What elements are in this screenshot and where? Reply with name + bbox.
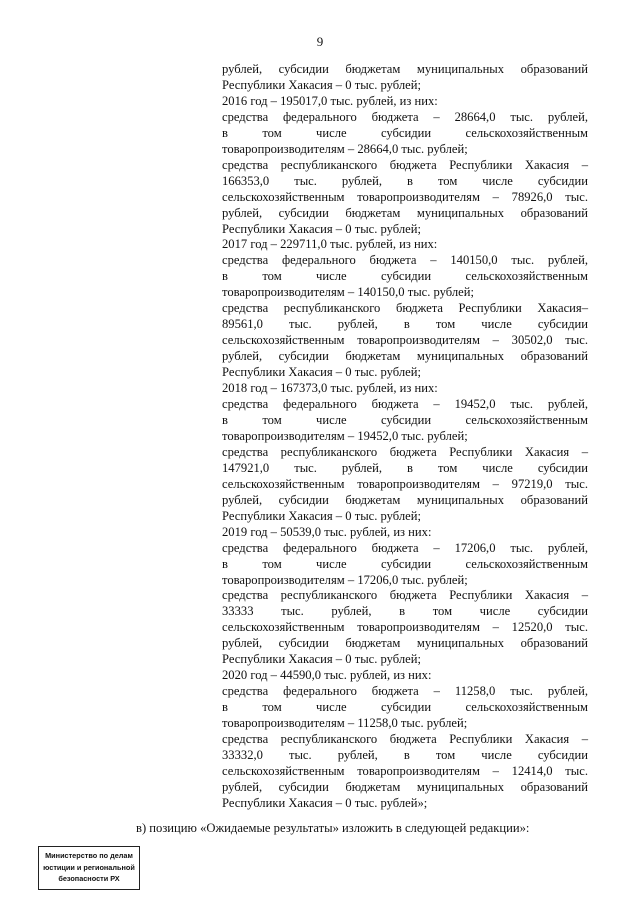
text-line: 2017 год – 229711,0 тыс. рублей, из них: xyxy=(222,237,438,252)
text-line: рублей, субсидии бюджетам муниципальных образований xyxy=(222,779,588,794)
text-line: 33332,0 тыс. рублей, в том числе субсидии xyxy=(222,747,588,762)
text-line: Республики Хакасия – 0 тыс. рублей; xyxy=(222,652,422,667)
text-line: товаропроизводителям – 17206,0 тыс. рублей; xyxy=(222,572,468,587)
text-line: рублей, субсидии бюджетам муниципальных образований xyxy=(222,205,588,220)
text-line: 89561,0 тыс. рублей, в том числе субсидии xyxy=(222,317,588,332)
text-line: в том числе субсидии сельскохозяйственным xyxy=(222,125,588,140)
text-line: сельскохозяйственным товаропроизводителям – 78926,0 тыс. xyxy=(222,189,588,204)
text-line: средства федерального бюджета – 19452,0 тыс. рублей, xyxy=(222,397,588,412)
text-line: рублей, субсидии бюджетам муниципальных образований xyxy=(222,62,588,76)
text-line: товаропроизводителям – 11258,0 тыс. рублей; xyxy=(222,716,468,731)
text-line: 2020 год – 44590,0 тыс. рублей, из них: xyxy=(222,668,432,683)
text-line: 2018 год – 167373,0 тыс. рублей, из них: xyxy=(222,381,438,396)
text-line: в том числе субсидии сельскохозяйственным xyxy=(222,556,588,571)
stamp-line: безопасности РХ xyxy=(58,874,120,883)
text-line: Республики Хакасия – 0 тыс. рублей; xyxy=(222,221,422,236)
text-line: товаропроизводителям – 28664,0 тыс. рублей; xyxy=(222,141,468,156)
text-line: средства республиканского бюджета Республики Хакасия– xyxy=(222,301,588,316)
text-line: Республики Хакасия – 0 тыс. рублей; xyxy=(222,365,422,380)
text-line: 2019 год – 50539,0 тыс. рублей, из них: xyxy=(222,524,432,539)
text-line: сельскохозяйственным товаропроизводителям – 97219,0 тыс. xyxy=(222,476,588,491)
stamp-line: юстиции и региональной xyxy=(43,862,135,872)
text-line: сельскохозяйственным товаропроизводителям – 30502,0 тыс. xyxy=(222,333,588,348)
text-line: 147921,0 тыс. рублей, в том числе субсидии xyxy=(222,460,588,475)
text-line: Республики Хакасия – 0 тыс. рублей; xyxy=(222,508,422,523)
text-line: в том числе субсидии сельскохозяйственным xyxy=(222,700,588,715)
text-line: средства республиканского бюджета Республики Хакасия – xyxy=(222,732,588,747)
text-line: сельскохозяйственным товаропроизводителям – 12520,0 тыс. xyxy=(222,620,588,635)
text-line: рублей, субсидии бюджетам муниципальных образований xyxy=(222,349,588,364)
text-line: в том числе субсидии сельскохозяйственным xyxy=(222,412,588,427)
text-line: 33333 тыс. рублей, в том числе субсидии xyxy=(222,604,588,619)
text-line: средства федерального бюджета – 28664,0 тыс. рублей, xyxy=(222,109,588,124)
text-line: Республики Хакасия – 0 тыс. рублей»; xyxy=(222,795,428,810)
text-line: рублей, субсидии бюджетам муниципальных образований xyxy=(222,636,588,651)
stamp-line: Министерство по делам xyxy=(45,851,133,860)
text-line: товаропроизводителям – 140150,0 тыс. рублей; xyxy=(222,285,475,300)
text-line: средства федерального бюджета – 140150,0 тыс. рублей, xyxy=(222,253,588,268)
text-line: в том числе субсидии сельскохозяйственным xyxy=(222,269,588,284)
text-line: средства федерального бюджета – 11258,0 тыс. рублей, xyxy=(222,684,588,699)
text-line: Республики Хакасия – 0 тыс. рублей; xyxy=(222,77,422,92)
text-line: сельскохозяйственным товаропроизводителям – 12414,0 тыс. xyxy=(222,763,588,778)
text-line: средства федерального бюджета – 17206,0 тыс. рублей, xyxy=(222,540,588,555)
ministry-stamp xyxy=(38,846,140,890)
text-line: средства республиканского бюджета Республики Хакасия – xyxy=(222,157,588,172)
text-line: товаропроизводителям – 19452,0 тыс. рублей; xyxy=(222,428,468,443)
text-line: средства республиканского бюджета Республики Хакасия – xyxy=(222,588,588,603)
text-line: 2016 год – 195017,0 тыс. рублей, из них: xyxy=(222,93,438,108)
text-line: рублей, субсидии бюджетам муниципальных образований xyxy=(222,492,588,507)
document-body xyxy=(222,62,588,812)
text-line: 166353,0 тыс. рублей, в том числе субсидии xyxy=(222,173,588,188)
text-line: средства республиканского бюджета Республики Хакасия – xyxy=(222,444,588,459)
amendment-line: в) позицию «Ожидаемые результаты» изложить в следующей редакции»: xyxy=(136,821,530,835)
page-number: 9 xyxy=(316,34,324,49)
